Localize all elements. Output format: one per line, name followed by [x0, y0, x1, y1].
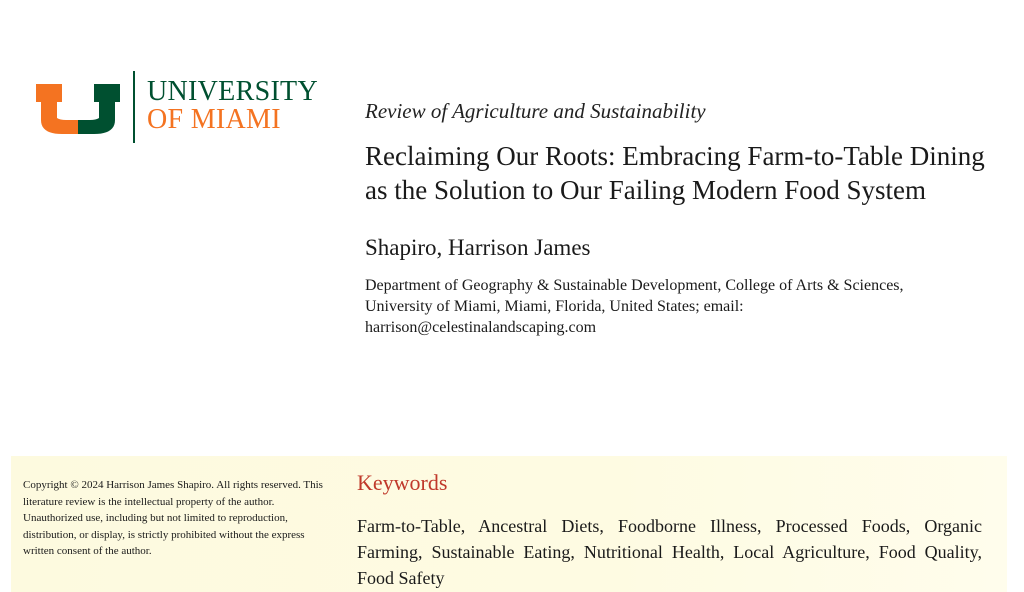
journal-name: Review of Agriculture and Sustainability [365, 99, 706, 123]
keywords-heading: Keywords [357, 470, 448, 495]
copyright-notice: Copyright © 2024 Harrison James Shapiro. All rights reserved. This literature review is the intellectual property of the author. Unauthorized use, including but not limited to reproduction, distribution, or display, is strictly prohibited without the express written consent of the author. [23, 479, 323, 557]
article-title: Reclaiming Our Roots: Embracing Farm-to-Table Dining as the Solution to Our Failing Modern Food System [365, 141, 985, 205]
author-name: Shapiro, Harrison James [365, 235, 591, 260]
logo-line-of-miami: OF MIAMI [147, 104, 281, 135]
article-header [365, 97, 995, 338]
info-panel [11, 456, 1007, 592]
logo-divider [133, 71, 135, 143]
u-logo-icon [36, 84, 120, 134]
keywords-list: Farm-to-Table, Ancestral Diets, Foodborne Illness, Processed Foods, Organic Farming, Sustainable Eating, Nutritional Health, Local Agriculture, Food Quality, Food Safety [357, 516, 982, 588]
author-affiliation: Department of Geography & Sustainable Development, College of Arts & Sciences, University of Miami, Miami, Florida, United States; email: harrison@celestinalandscaping.com [365, 277, 904, 336]
logo-line-university: UNIVERSITY [147, 76, 318, 107]
logo-wordmark [147, 78, 318, 134]
university-logo [36, 70, 336, 146]
